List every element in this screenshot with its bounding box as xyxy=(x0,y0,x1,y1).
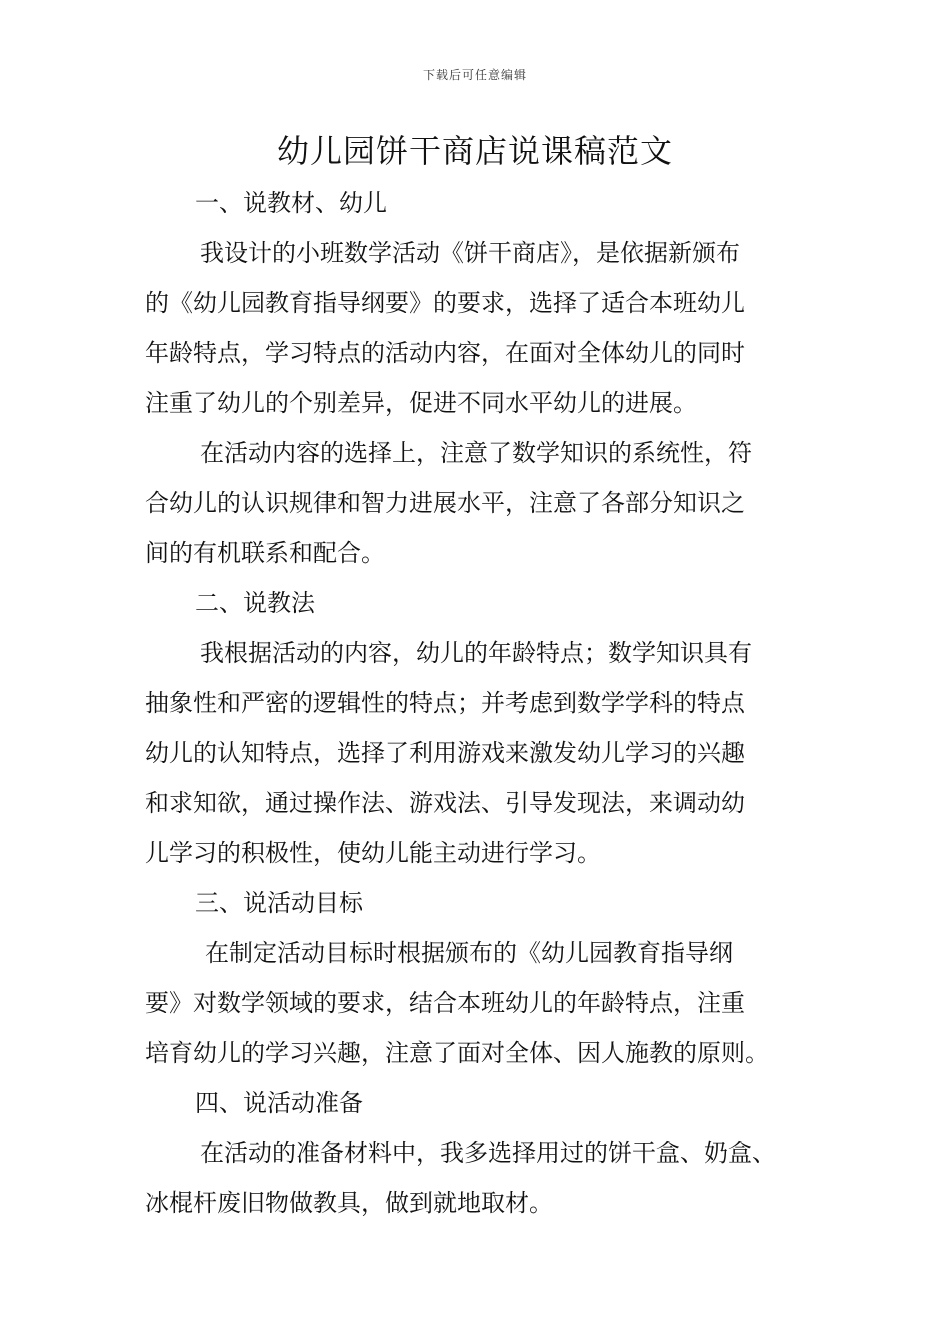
paragraph xyxy=(145,1128,825,1228)
paragraph-line: 我根据活动的内容，幼儿的年龄特点；数学知识具有 xyxy=(200,639,752,667)
paragraph-line: 注重了幼儿的个别差异，促进不同水平幼儿的进展。 xyxy=(145,389,697,417)
paragraph xyxy=(145,228,825,428)
paragraph-line: 幼儿的认知特点，选择了利用游戏来激发幼儿学习的兴趣 xyxy=(145,739,745,767)
paragraph-line: 的《幼儿园教育指导纲要》的要求，选择了适合本班幼儿 xyxy=(145,289,745,317)
paragraph-line: 冰棍杆废旧物做教具，做到就地取材。 xyxy=(145,1189,553,1217)
paragraph-line: 和求知欲，通过操作法、游戏法、引导发现法，来调动幼 xyxy=(145,789,745,817)
paragraph-line: 合幼儿的认识规律和智力进展水平，注意了各部分知识之 xyxy=(145,489,745,517)
paragraph-line: 要》对数学领域的要求，结合本班幼儿的年龄特点，注重 xyxy=(145,989,745,1017)
paragraph xyxy=(145,928,825,1078)
paragraph-line: 培育幼儿的学习兴趣，注意了面对全体、因人施教的原则。 xyxy=(145,1039,769,1067)
section-heading: 一、说教材、幼儿 xyxy=(195,189,387,217)
paragraph-line: 抽象性和严密的逻辑性的特点；并考虑到数学学科的特点 xyxy=(145,689,745,717)
paragraph-line: 在活动的准备材料中，我多选择用过的饼干盒、奶盒、 xyxy=(200,1139,776,1167)
paragraph xyxy=(145,428,825,578)
document-body xyxy=(145,178,825,1228)
section-heading: 四、说活动准备 xyxy=(195,1089,363,1117)
paragraph-line: 我设计的小班数学活动《饼干商店》，是依据新颁布 xyxy=(200,239,740,267)
document-title: 幼儿园饼干商店说课稿范文 xyxy=(276,132,673,170)
section-heading: 三、说活动目标 xyxy=(195,889,363,917)
section-heading: 二、说教法 xyxy=(195,589,315,617)
paragraph-line: 在制定活动目标时根据颁布的《幼儿园教育指导纲 xyxy=(205,939,733,967)
header-note: 下载后可任意编辑 xyxy=(422,68,527,82)
paragraph-line: 间的有机联系和配合。 xyxy=(145,539,385,567)
paragraph-line: 年龄特点，学习特点的活动内容，在面对全体幼儿的同时 xyxy=(145,339,745,367)
paragraph-line: 儿学习的积极性，使幼儿能主动进行学习。 xyxy=(145,839,601,867)
paragraph-line: 在活动内容的选择上，注意了数学知识的系统性，符 xyxy=(200,439,752,467)
paragraph xyxy=(145,628,825,878)
